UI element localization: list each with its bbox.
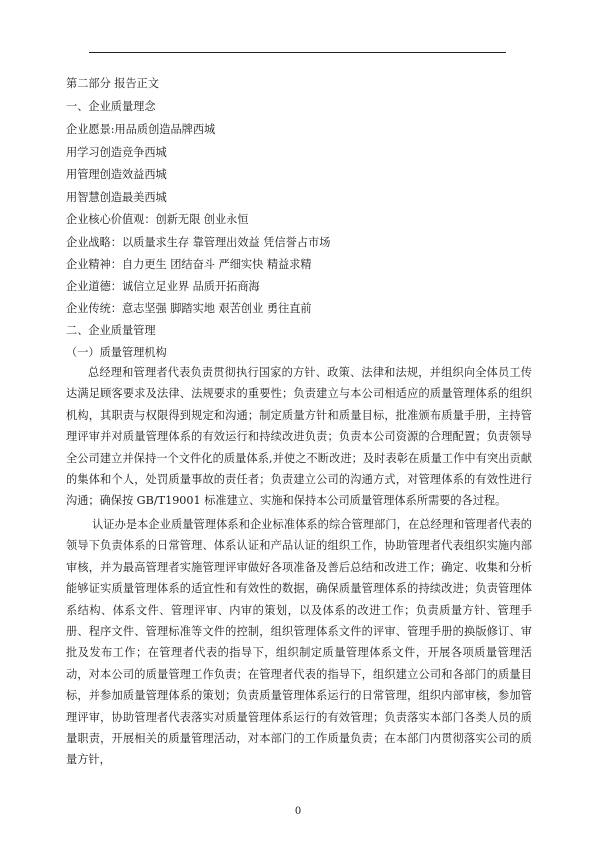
core-values-text: 企业核心价值观：创新无限 创业永恒 [66, 213, 249, 226]
vision-line: 用智慧创造最美西城 [66, 191, 167, 204]
section2-heading: 二、企业质量管理 [66, 324, 156, 337]
spirit-text: 企业精神：自力更生 团结奋斗 严细实快 精益求精 [66, 258, 312, 271]
page-number: 0 [294, 806, 302, 817]
tradition-text: 企业传统：意志坚强 脚踏实地 艰苦创业 勇往直前 [66, 302, 312, 315]
vision-text: 企业愿景:用品质创造品牌西城 [66, 123, 216, 136]
ethics-text: 企业道德：诚信立足业界 品质开拓商海 [66, 280, 260, 293]
header-rule [89, 52, 506, 53]
strategy-text: 企业战略：以质量求生存 靠管理出效益 凭信誉占市场 [66, 236, 331, 249]
section1-heading: 一、企业质量理念 [66, 100, 156, 113]
paragraph-certification-office: 认证办是本企业质量管理体系和企业标准体系的综合管理部门，在总经理和管理者代表的领导下负责体系的日常管理、体系认证和产品认证的组织工作，协助管理者代表组织实施内部审核，并为最高管理者实施管理评审做好各项准备及善后总结和改进工作；确定、收集和分析能够证实质量管理体系的适宜性和有效性的数据，确保质量管理体系的持续改进；负责管理体系结构、体系文件、管理评审、内审的策划，以及体系的改进工作；负责质量方针、管理手册、程序文件、管理标准等文件的控制，组织管理体系文件的评审、管理手册的换版修订、审批及发布工作；在管理者代表的指导下，组织制定质量管理体系文件，开展各项质量管理活动，对本公司的质量管理工作负责；在管理者代表的指导下，组织建立公司和各部门的质量目标，并参加质量管理体系的策划；负责质量管理体系运行的日常管理，组织内部审核，参加管理评审，协助管理者代表落实对质量管理体系运行的有效管理；负责落实本部门各类人员的质量职责，开展相关的质量管理活动，对本部门的工作质量负责；在本部门内贯彻落实公司的质量方针， [66, 518, 532, 767]
paragraph-management-duties: 总经理和管理者代表负责贯彻执行国家的方针、政策、法律和法规，并组织向全体员工传达满足顾客要求及法律、法规要求的重要性；负责建立与本公司相适应的质量管理体系的组织机构，其职责与权限得到规定和沟通；制定质量方针和质量目标，批准颁布质量手册，主持管理评审并对质量管理体系的有效运行和持续改进负责；负责本公司资源的合理配置；负责领导全公司建立并保持一个文件化的质量体系,并使之不断改进；及时表彰在质量工作中有突出贡献的集体和个人，处罚质量事故的责任者；负责建立公司的沟通方式，对管理体系的有效性进行沟通；确保按 GB/T19001 标准建立、实施和保持本公司质量管理体系所需要的各过程。 [66, 366, 532, 508]
vision-line: 用管理创造效益西城 [66, 168, 167, 181]
part-heading: 第二部分 报告正文 [66, 77, 160, 90]
subsection-heading: （一）质量管理机构 [66, 346, 167, 359]
vision-line: 用学习创造竞争西城 [66, 146, 167, 159]
